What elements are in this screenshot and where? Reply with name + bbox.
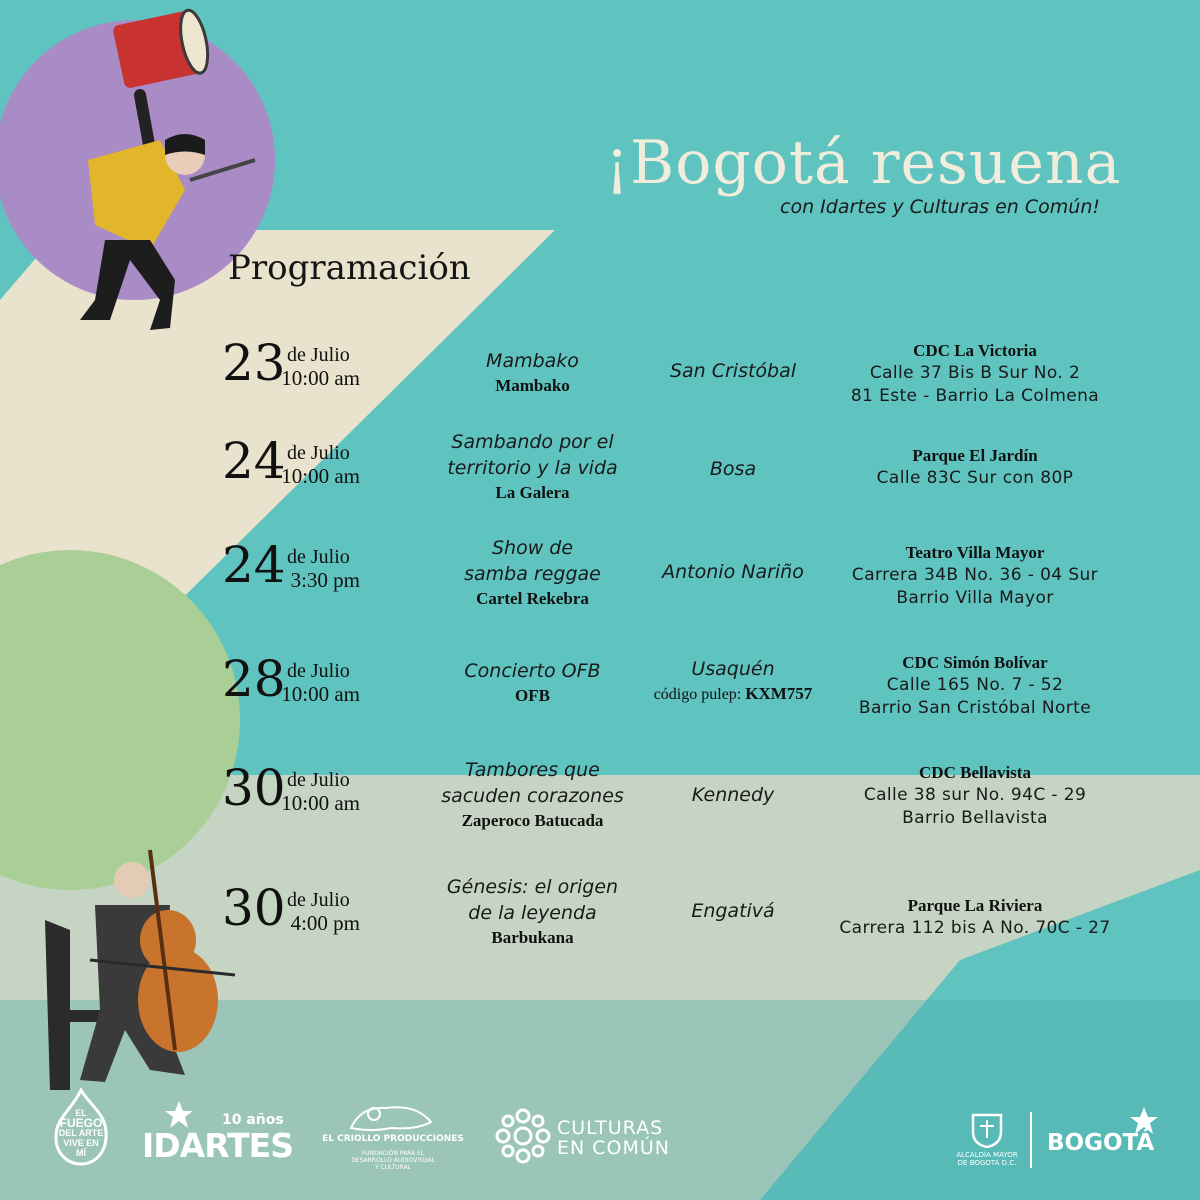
show-title: de la leyenda <box>468 902 597 924</box>
venue-address-line: Carrera 112 bis A No. 70C - 27 <box>839 918 1111 938</box>
show-title: Tambores que <box>465 759 600 781</box>
show-title: Show de <box>491 537 574 559</box>
alcaldia-text: DE BOGOTÁ D.C. <box>957 1159 1017 1167</box>
event-venue <box>820 340 1130 408</box>
event-day: 30 <box>222 879 286 937</box>
event-row <box>0 650 1200 756</box>
culturas-en-comun-logo <box>495 1108 675 1168</box>
el-fuego-logo <box>50 1088 112 1166</box>
event-month: de Julio <box>287 660 350 682</box>
el-criollo-logo <box>318 1100 468 1180</box>
event-date <box>222 879 372 945</box>
event-time: 10:00 am <box>281 464 360 488</box>
event-locality <box>628 900 838 922</box>
event-venue <box>820 445 1130 490</box>
venue-address-line: Carrera 34B No. 36 - 04 Sur <box>851 565 1099 585</box>
event-month: de Julio <box>287 546 350 568</box>
idartes-years: 10 años <box>222 1112 284 1128</box>
event-date <box>222 536 372 602</box>
criollo-sub: Y CULTURAL <box>374 1164 412 1171</box>
fuego-text: VIVE EN <box>63 1138 99 1148</box>
venue-address-line: Barrio San Cristóbal Norte <box>858 698 1092 718</box>
venue-name: CDC Simón Bolívar <box>902 653 1048 672</box>
event-date <box>222 334 372 400</box>
bogota-logo <box>1045 1108 1165 1168</box>
event-time: 10:00 am <box>281 791 360 815</box>
culturas-text: EN COMÚN <box>557 1137 670 1159</box>
event-venue <box>820 652 1130 720</box>
alcaldia-text: ALCALDÍA MAYOR <box>956 1151 1018 1159</box>
locality-name: Engativá <box>691 900 775 922</box>
alcaldia-logo <box>952 1112 1022 1172</box>
event-locality <box>628 360 838 382</box>
fuego-text: EL <box>75 1108 87 1118</box>
event-row <box>0 876 1200 985</box>
event-show <box>415 429 650 505</box>
venue-address-line: Calle 38 sur No. 94C - 29 <box>863 785 1087 805</box>
event-time: 10:00 am <box>281 682 360 706</box>
event-month: de Julio <box>287 889 350 911</box>
event-show <box>415 535 650 611</box>
show-artist: OFB <box>515 686 550 705</box>
fuego-text: DEL ARTE <box>58 1128 104 1138</box>
criollo-sub: DESARROLLO AUDIOVISUAL <box>351 1157 435 1164</box>
event-date <box>222 432 372 498</box>
event-venue <box>820 895 1130 940</box>
logo-divider <box>1030 1112 1032 1168</box>
event-locality <box>628 561 838 583</box>
show-title: Sambando por el <box>451 431 614 453</box>
event-day: 24 <box>222 432 286 490</box>
event-venue <box>820 542 1130 610</box>
event-date <box>222 650 372 716</box>
event-locality <box>628 458 838 480</box>
event-show <box>415 658 650 708</box>
venue-name: Parque El Jardín <box>912 446 1038 465</box>
event-venue <box>820 762 1130 830</box>
fuego-text: FUEGO <box>59 1116 103 1130</box>
event-date <box>222 759 372 825</box>
show-title: Mambako <box>486 350 579 372</box>
show-artist: Mambako <box>495 376 570 395</box>
venue-address-line: Barrio Villa Mayor <box>896 588 1054 608</box>
animal-drawing-icon <box>346 1100 436 1134</box>
event-month: de Julio <box>287 344 350 366</box>
event-time: 4:00 pm <box>290 911 360 935</box>
locality-name: San Cristóbal <box>669 360 797 382</box>
show-title: Concierto OFB <box>464 660 601 682</box>
event-month: de Julio <box>287 769 350 791</box>
locality-name: Antonio Nariño <box>662 561 804 583</box>
venue-name: Parque La Riviera <box>907 896 1043 915</box>
criollo-sub: FUNDACIÓN PARA EL <box>361 1150 425 1157</box>
idartes-logo <box>140 1100 293 1170</box>
venue-name: CDC La Victoria <box>913 341 1037 360</box>
event-row <box>0 431 1200 538</box>
locality-name: Kennedy <box>691 784 775 806</box>
locality-name: Bosa <box>709 458 757 480</box>
event-day: 24 <box>222 536 286 594</box>
event-row <box>0 759 1200 865</box>
show-title: sacuden corazones <box>441 785 624 807</box>
culturas-text: CULTURAS <box>557 1117 664 1139</box>
event-locality <box>628 784 838 806</box>
show-artist: Cartel Rekebra <box>476 589 589 608</box>
venue-name: CDC Bellavista <box>919 763 1031 782</box>
flower-pattern-icon <box>495 1108 551 1164</box>
event-row <box>0 536 1200 642</box>
event-show <box>415 874 650 950</box>
event-show <box>415 348 650 398</box>
fuego-text: MÍ <box>76 1148 86 1158</box>
venue-name: Teatro Villa Mayor <box>905 543 1045 562</box>
bogota-wordmark: BOGOTÁ <box>1047 1130 1155 1156</box>
pulep-value: KXM757 <box>745 684 813 703</box>
pulep-label: código pulep: <box>653 686 742 703</box>
show-title: territorio y la vida <box>447 457 618 479</box>
event-day: 28 <box>222 650 286 708</box>
show-title: samba reggae <box>464 563 601 585</box>
event-time: 10:00 am <box>281 366 360 390</box>
venue-address-line: 81 Este - Barrio La Colmena <box>850 386 1100 406</box>
event-month: de Julio <box>287 442 350 464</box>
show-title: Génesis: el origen <box>446 876 619 898</box>
criollo-name: EL CRIOLLO PRODUCCIONES <box>322 1134 464 1144</box>
programacion-heading: Programación <box>228 248 471 288</box>
event-locality <box>628 658 838 704</box>
event-show <box>415 757 650 833</box>
venue-address-line: Calle 37 Bis B Sur No. 2 <box>869 363 1081 383</box>
venue-address-line: Calle 83C Sur con 80P <box>876 468 1074 488</box>
event-row <box>0 334 1200 440</box>
show-artist: Zaperoco Batucada <box>461 811 604 830</box>
idartes-name: IDARTES <box>142 1126 293 1165</box>
venue-address-line: Barrio Bellavista <box>902 808 1048 828</box>
venue-address-line: Calle 165 No. 7 - 52 <box>886 675 1064 695</box>
show-artist: La Galera <box>495 483 570 502</box>
event-day: 23 <box>222 334 286 392</box>
event-day: 30 <box>222 759 286 817</box>
pulep-code <box>628 684 838 704</box>
poster-title: ¡Bogotá resuena <box>605 128 1122 198</box>
event-time: 3:30 pm <box>290 568 360 592</box>
locality-name: Usaquén <box>691 658 775 680</box>
coat-of-arms-icon <box>970 1112 1004 1148</box>
poster-subtitle: con Idartes y Culturas en Común! <box>780 196 1100 218</box>
show-artist: Barbukana <box>491 928 574 947</box>
